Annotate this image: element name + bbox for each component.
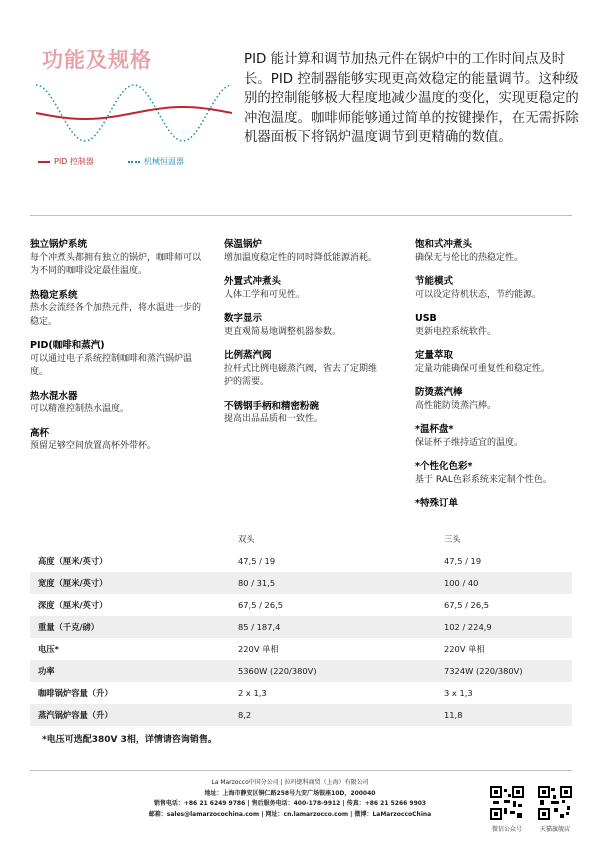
feature-item bbox=[224, 400, 384, 427]
feature-description: 基于 RAL色彩系统来定制个性色。 bbox=[415, 474, 552, 485]
feature-description: 增加温度稳定性的同时降低能源消耗。 bbox=[224, 252, 378, 263]
spec-value-triple: 7324W (220/380V) bbox=[436, 660, 572, 682]
divider-footer bbox=[30, 770, 572, 771]
feature-title: 节能模式 bbox=[415, 276, 454, 287]
spec-value-double: 2 x 1,3 bbox=[238, 688, 267, 698]
feature-description: 提高出品品质和一致性。 bbox=[224, 414, 324, 424]
spec-row bbox=[30, 660, 572, 682]
pid-swatch bbox=[38, 161, 50, 163]
feature-item bbox=[415, 349, 585, 376]
feature-title: 定量萃取 bbox=[415, 350, 454, 361]
feature-item bbox=[415, 312, 585, 339]
feature-item bbox=[415, 497, 585, 511]
feature-description: 人体工学和可见性。 bbox=[224, 289, 306, 300]
spec-row bbox=[30, 638, 572, 660]
feature-title: 热稳定系统 bbox=[30, 289, 78, 301]
spec-header-triple: 三头 bbox=[444, 534, 461, 544]
spec-label: 高度（厘米/英寸） bbox=[38, 556, 108, 566]
spec-row bbox=[30, 594, 572, 616]
feature-title: 不锈钢手柄和精密粉碗 bbox=[224, 400, 320, 412]
feature-item bbox=[224, 312, 384, 339]
feature-item bbox=[224, 275, 384, 302]
spec-value-triple: 47,5 / 19 bbox=[444, 556, 482, 566]
spec-label: 咖啡锅炉容量（升） bbox=[38, 688, 113, 698]
spec-value-triple: 220V 单相 bbox=[444, 644, 485, 654]
divider-top bbox=[30, 215, 572, 216]
spec-value-triple: 3 x 1,3 bbox=[444, 688, 473, 698]
feature-description: 高性能防烫蒸汽棒。 bbox=[415, 400, 497, 411]
legend-pid bbox=[38, 156, 94, 167]
feature-title: 比例蒸汽阀 bbox=[224, 350, 272, 361]
mech-swatch bbox=[128, 161, 140, 163]
feature-item bbox=[224, 238, 384, 265]
feature-title: *特殊订单 bbox=[415, 498, 458, 509]
intro-paragraph: PID 能计算和调节加热元件在锅炉中的工作时间点及时长。PID 控制器能够实现更高效稳定的能量调节。这种级别的控制能够极大程度地减少温度的变化，实现更稳定的冲泡温度。咖啡师能够通过简单的按键操作，在无需拆除机器面板下将锅炉温度调节到更精确的数值。 bbox=[244, 52, 579, 145]
feature-description: 可以通过电子系统控制咖啡和蒸汽锅炉温度。 bbox=[30, 353, 193, 377]
spec-label: 重量（千克/磅） bbox=[30, 616, 230, 638]
feature-title: 保温锅炉 bbox=[224, 239, 263, 250]
spec-value-double: 8,2 bbox=[230, 704, 436, 726]
spec-label: 电压* bbox=[38, 644, 59, 654]
feature-description: 预留足够空间放置高杯外带杯。 bbox=[30, 441, 157, 451]
feature-item bbox=[224, 349, 384, 390]
spec-value-double: 220V 单相 bbox=[238, 644, 279, 654]
feature-item bbox=[30, 390, 208, 417]
qr-caption-wechat: 微信公众号 bbox=[491, 826, 522, 833]
spec-row bbox=[30, 682, 572, 704]
footer-company: La Marzocco中国分公司 | 拉玛锶科商贸（上海）有限公司 bbox=[211, 779, 369, 786]
feature-title: PID(咖啡和蒸汽) bbox=[30, 340, 105, 351]
spec-label: 蒸汽锅炉容量（升） bbox=[30, 704, 230, 726]
footer-contact bbox=[120, 778, 460, 820]
spec-value-double: 85 / 187,4 bbox=[230, 616, 436, 638]
feature-description: 热水会流经各个加热元件，将水温进一步的稳定。 bbox=[30, 303, 202, 327]
features-column-1 bbox=[30, 238, 208, 464]
feature-title: USB bbox=[415, 313, 437, 324]
feature-item bbox=[415, 460, 585, 487]
spec-value-double: 80 / 31,5 bbox=[230, 572, 436, 594]
footer-address: 地址：上海市静安区铜仁路258号九安广场银座10D，200040 bbox=[204, 789, 376, 797]
feature-item bbox=[415, 275, 585, 302]
spec-header-double: 双头 bbox=[238, 534, 255, 544]
feature-description: 可以精准控制热水温度。 bbox=[30, 404, 130, 414]
pid-controller-curve bbox=[36, 107, 232, 119]
spec-value-double: 47,5 / 19 bbox=[238, 556, 276, 566]
feature-description: 更新电控系统软件。 bbox=[415, 326, 497, 337]
feature-description: 确保无与伦比的热稳定性。 bbox=[415, 252, 524, 263]
features-column-2 bbox=[224, 238, 384, 437]
temperature-chart bbox=[36, 78, 232, 148]
spec-value-triple: 11,8 bbox=[436, 704, 572, 726]
feature-title: 外置式冲煮头 bbox=[224, 276, 282, 287]
spec-table-header bbox=[30, 528, 572, 550]
page-title: 功能及规格 bbox=[42, 48, 152, 72]
feature-title: 饱和式冲煮头 bbox=[415, 239, 473, 250]
voltage-note: *电压可选配380V 3相，详情请咨询销售。 bbox=[42, 735, 217, 745]
spec-row bbox=[30, 572, 572, 594]
spec-table bbox=[30, 528, 572, 726]
spec-row bbox=[30, 550, 572, 572]
feature-item bbox=[415, 423, 585, 450]
spec-row bbox=[30, 616, 572, 638]
spec-label: 功率 bbox=[30, 660, 230, 682]
feature-title: 热水混水器 bbox=[30, 390, 78, 402]
feature-item bbox=[30, 339, 208, 380]
feature-item bbox=[415, 386, 585, 413]
spec-value-triple: 102 / 224,9 bbox=[436, 616, 572, 638]
legend-pid-label: PID 控制器 bbox=[54, 157, 94, 166]
spec-label: 深度（厘米/英寸） bbox=[38, 600, 108, 610]
footer-phones: 销售电话：+86 21 6249 9786 | 售后服务电话：400-178-9912 | 传真：+86 21 5266 9903 bbox=[153, 800, 427, 807]
spec-value-triple: 100 / 40 bbox=[436, 572, 572, 594]
feature-title: *个性化色彩* bbox=[415, 461, 473, 472]
feature-item bbox=[415, 238, 585, 265]
features-column-3 bbox=[415, 238, 585, 521]
feature-description: 保证杯子维持适宜的温度。 bbox=[415, 437, 524, 448]
spec-value-double: 5360W (220/380V) bbox=[230, 660, 436, 682]
legend-mech bbox=[128, 156, 184, 167]
feature-item bbox=[30, 238, 208, 279]
spec-value-double: 67,5 / 26,5 bbox=[238, 600, 284, 610]
feature-title: 独立锅炉系统 bbox=[30, 239, 88, 250]
footer-web: 邮箱：sales@lamarzocochina.com | 网址：cn.lamarzocco.com | 微博：LaMarzoccoChina bbox=[148, 810, 432, 818]
feature-description: 更直观简易地调整机器参数。 bbox=[224, 326, 342, 337]
feature-item bbox=[30, 427, 208, 454]
tmall-qr-icon bbox=[538, 786, 572, 820]
legend-mech-label: 机械恒温器 bbox=[144, 157, 184, 166]
qr-caption-tmall: 天猫旗舰店 bbox=[539, 826, 570, 833]
feature-title: 高杯 bbox=[30, 427, 50, 439]
feature-item bbox=[30, 289, 208, 330]
feature-description: 每个冲煮头都拥有独立的锅炉，咖啡师可以为不同的咖啡设定最佳温度。 bbox=[30, 252, 202, 276]
feature-title: *温杯盘* bbox=[415, 424, 454, 435]
feature-title: 防烫蒸汽棒 bbox=[415, 387, 463, 398]
feature-description: 定量功能确保可重复性和稳定性。 bbox=[415, 363, 551, 374]
feature-description: 可以设定待机状态，节约能源。 bbox=[415, 289, 542, 300]
spec-value-triple: 67,5 / 26,5 bbox=[444, 600, 490, 610]
wechat-qr-icon bbox=[490, 786, 524, 820]
spec-label: 宽度（厘米/英寸） bbox=[30, 572, 230, 594]
spec-row bbox=[30, 704, 572, 726]
spec-header-label bbox=[30, 528, 230, 550]
feature-description: 拉杆式比例电磁蒸汽阀，省去了定期维护的需要。 bbox=[224, 363, 378, 387]
feature-title: 数字显示 bbox=[224, 313, 263, 324]
